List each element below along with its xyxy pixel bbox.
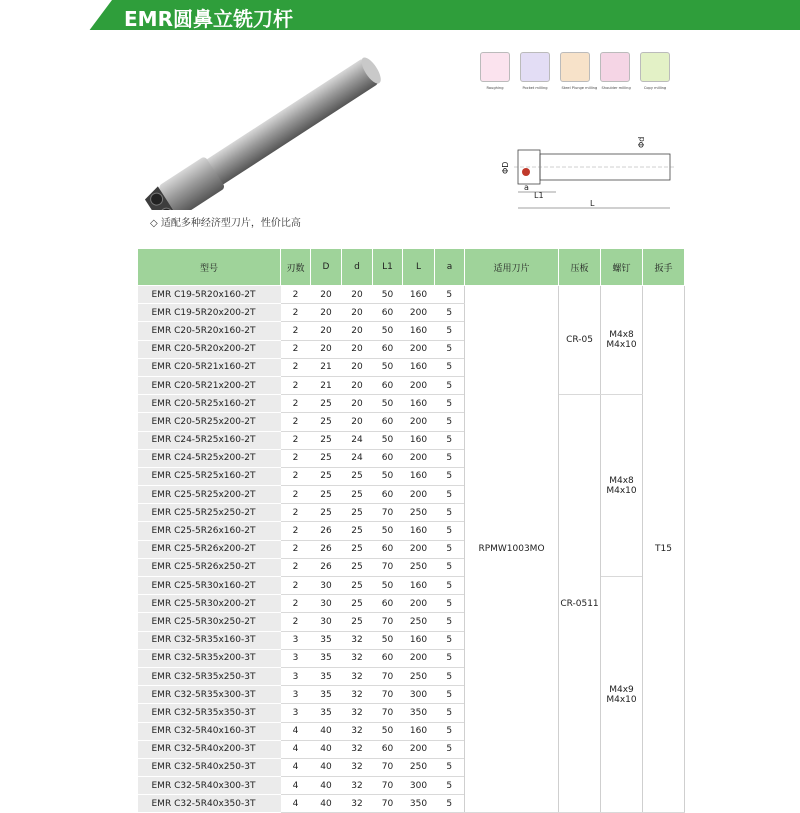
- spec-cell: 4: [281, 740, 311, 758]
- spec-cell: 40: [311, 740, 342, 758]
- model-cell: EMR C32-5R35x160-3T: [138, 631, 281, 649]
- spec-cell: 5: [435, 758, 465, 776]
- spec-cell: 25: [311, 486, 342, 504]
- spec-cell: 25: [342, 577, 373, 595]
- plunge-milling-icon: [560, 52, 598, 98]
- model-cell: EMR C32-5R35x250-3T: [138, 667, 281, 685]
- spec-cell: 60: [373, 486, 403, 504]
- model-cell: EMR C25-5R30x160-2T: [138, 577, 281, 595]
- app-caption: Copy milling: [643, 85, 667, 90]
- col-header-insert: 适用刀片: [465, 249, 559, 286]
- spec-cell: 5: [435, 340, 465, 358]
- dim-label-d: Φd: [637, 136, 646, 148]
- spec-cell: 160: [403, 522, 435, 540]
- model-cell: EMR C32-5R40x200-3T: [138, 740, 281, 758]
- dimension-drawing: [490, 118, 690, 218]
- spec-cell: 160: [403, 322, 435, 340]
- spec-cell: 60: [373, 740, 403, 758]
- spec-cell: 35: [311, 631, 342, 649]
- col-header-L: L: [403, 249, 435, 286]
- spec-cell: 70: [373, 758, 403, 776]
- spec-cell: 25: [342, 467, 373, 485]
- spec-cell: 5: [435, 395, 465, 413]
- spec-cell: 5: [435, 467, 465, 485]
- spec-cell: 26: [311, 558, 342, 576]
- spec-cell: 200: [403, 486, 435, 504]
- spec-cell: 50: [373, 722, 403, 740]
- spec-cell: 32: [342, 667, 373, 685]
- model-cell: EMR C20-5R21x200-2T: [138, 376, 281, 394]
- spec-table: [137, 248, 685, 813]
- spec-cell: 160: [403, 358, 435, 376]
- spec-cell: 25: [342, 558, 373, 576]
- spec-cell: 200: [403, 376, 435, 394]
- spec-cell: 35: [311, 686, 342, 704]
- col-header-a: a: [435, 249, 465, 286]
- spec-cell: 40: [311, 777, 342, 795]
- spec-cell: 3: [281, 631, 311, 649]
- spec-cell: 5: [435, 740, 465, 758]
- model-cell: EMR C32-5R40x300-3T: [138, 777, 281, 795]
- spec-cell: 2: [281, 322, 311, 340]
- spec-cell: 25: [311, 449, 342, 467]
- model-cell: EMR C25-5R30x250-2T: [138, 613, 281, 631]
- spec-cell: 2: [281, 558, 311, 576]
- spec-cell: 5: [435, 504, 465, 522]
- col-header-model: 型号: [138, 249, 281, 286]
- spec-cell: 25: [311, 413, 342, 431]
- spec-cell: 5: [435, 449, 465, 467]
- spec-cell: 2: [281, 431, 311, 449]
- model-cell: EMR C32-5R35x200-3T: [138, 649, 281, 667]
- spec-cell: 160: [403, 431, 435, 449]
- spec-cell: 50: [373, 522, 403, 540]
- spec-cell: 32: [342, 704, 373, 722]
- col-header-L1: L1: [373, 249, 403, 286]
- spec-cell: 25: [311, 467, 342, 485]
- spec-cell: 60: [373, 649, 403, 667]
- spec-cell: 5: [435, 631, 465, 649]
- insert-cell: RPMW1003MO: [465, 286, 559, 813]
- spec-cell: 5: [435, 376, 465, 394]
- model-cell: EMR C25-5R26x200-2T: [138, 540, 281, 558]
- spec-cell: 5: [435, 540, 465, 558]
- model-cell: EMR C20-5R25x160-2T: [138, 395, 281, 413]
- spec-cell: 70: [373, 795, 403, 813]
- spec-cell: 5: [435, 286, 465, 304]
- feature-note: ◇ 适配多种经济型刀片，性价比高: [150, 218, 301, 229]
- spec-cell: 60: [373, 449, 403, 467]
- spec-cell: 21: [311, 358, 342, 376]
- spec-cell: 20: [342, 322, 373, 340]
- spec-cell: 50: [373, 322, 403, 340]
- spec-cell: 160: [403, 286, 435, 304]
- spec-cell: 50: [373, 431, 403, 449]
- spec-cell: 32: [342, 740, 373, 758]
- spec-cell: 50: [373, 577, 403, 595]
- spec-cell: 24: [342, 431, 373, 449]
- spec-cell: 5: [435, 304, 465, 322]
- spec-cell: 50: [373, 631, 403, 649]
- spec-cell: 5: [435, 795, 465, 813]
- spec-cell: 2: [281, 540, 311, 558]
- spec-cell: 2: [281, 504, 311, 522]
- screw-cell: M4x9 M4x10: [601, 577, 643, 813]
- spec-cell: 25: [342, 522, 373, 540]
- model-cell: EMR C25-5R26x250-2T: [138, 558, 281, 576]
- wrench-cell: T15: [643, 286, 685, 813]
- spec-cell: 25: [342, 595, 373, 613]
- spec-cell: 5: [435, 722, 465, 740]
- model-cell: EMR C25-5R25x200-2T: [138, 486, 281, 504]
- model-cell: EMR C24-5R25x160-2T: [138, 431, 281, 449]
- spec-cell: 60: [373, 304, 403, 322]
- spec-cell: 5: [435, 558, 465, 576]
- model-cell: EMR C32-5R40x160-3T: [138, 722, 281, 740]
- spec-cell: 5: [435, 358, 465, 376]
- spec-cell: 3: [281, 649, 311, 667]
- spec-cell: 2: [281, 340, 311, 358]
- spec-cell: 21: [311, 376, 342, 394]
- spec-cell: 2: [281, 358, 311, 376]
- col-header-flutes: 刃数: [281, 249, 311, 286]
- app-caption: Steel Plunge milling: [561, 85, 598, 90]
- spec-cell: 5: [435, 704, 465, 722]
- spec-cell: 70: [373, 686, 403, 704]
- spec-cell: 350: [403, 704, 435, 722]
- table-header-row: [138, 249, 685, 286]
- spec-cell: 70: [373, 613, 403, 631]
- spec-cell: 60: [373, 340, 403, 358]
- title-bar: [0, 0, 800, 30]
- model-cell: EMR C25-5R25x250-2T: [138, 504, 281, 522]
- spec-cell: 5: [435, 686, 465, 704]
- spec-cell: 5: [435, 777, 465, 795]
- spec-cell: 32: [342, 686, 373, 704]
- spec-cell: 70: [373, 704, 403, 722]
- spec-cell: 50: [373, 358, 403, 376]
- spec-cell: 25: [342, 613, 373, 631]
- spec-cell: 5: [435, 486, 465, 504]
- spec-cell: 26: [311, 522, 342, 540]
- spec-cell: 20: [342, 286, 373, 304]
- spec-cell: 20: [311, 286, 342, 304]
- model-cell: EMR C25-5R25x160-2T: [138, 467, 281, 485]
- spec-cell: 2: [281, 486, 311, 504]
- spec-cell: 250: [403, 613, 435, 631]
- title-bar-notch: [0, 0, 112, 30]
- spec-cell: 200: [403, 449, 435, 467]
- spec-cell: 70: [373, 667, 403, 685]
- spec-cell: 40: [311, 722, 342, 740]
- spec-cell: 40: [311, 795, 342, 813]
- spec-cell: 60: [373, 376, 403, 394]
- spec-cell: 3: [281, 667, 311, 685]
- spec-cell: 5: [435, 431, 465, 449]
- spec-cell: 4: [281, 777, 311, 795]
- spec-cell: 25: [342, 540, 373, 558]
- spec-cell: 20: [342, 358, 373, 376]
- spec-cell: 300: [403, 777, 435, 795]
- model-cell: EMR C32-5R40x350-3T: [138, 795, 281, 813]
- spec-cell: 30: [311, 577, 342, 595]
- shoulder-milling-icon: [600, 52, 630, 98]
- application-icons: [480, 52, 680, 98]
- spec-cell: 20: [342, 304, 373, 322]
- model-cell: EMR C32-5R35x350-3T: [138, 704, 281, 722]
- spec-cell: 20: [342, 395, 373, 413]
- spec-cell: 5: [435, 649, 465, 667]
- spec-cell: 30: [311, 613, 342, 631]
- spec-cell: 200: [403, 649, 435, 667]
- spec-cell: 200: [403, 540, 435, 558]
- spec-cell: 2: [281, 522, 311, 540]
- model-cell: EMR C20-5R21x160-2T: [138, 358, 281, 376]
- spec-cell: 5: [435, 522, 465, 540]
- page-title: EMR圆鼻立铣刀杆: [124, 7, 293, 31]
- spec-cell: 25: [342, 504, 373, 522]
- spec-cell: 70: [373, 504, 403, 522]
- spec-cell: 200: [403, 595, 435, 613]
- spec-cell: 350: [403, 795, 435, 813]
- model-cell: EMR C20-5R25x200-2T: [138, 413, 281, 431]
- table-body: [138, 286, 685, 813]
- spec-cell: 2: [281, 286, 311, 304]
- app-caption: Roughing: [486, 85, 504, 90]
- spec-cell: 25: [311, 431, 342, 449]
- spec-cell: 3: [281, 686, 311, 704]
- spec-cell: 2: [281, 467, 311, 485]
- spec-cell: 24: [342, 449, 373, 467]
- spec-cell: 5: [435, 322, 465, 340]
- model-cell: EMR C32-5R40x250-3T: [138, 758, 281, 776]
- model-cell: EMR C25-5R30x200-2T: [138, 595, 281, 613]
- screw-cell: M4x8 M4x10: [601, 395, 643, 577]
- spec-cell: 20: [342, 413, 373, 431]
- model-cell: EMR C24-5R25x200-2T: [138, 449, 281, 467]
- spec-cell: 20: [342, 376, 373, 394]
- model-cell: EMR C19-5R20x160-2T: [138, 286, 281, 304]
- spec-cell: 5: [435, 577, 465, 595]
- spec-cell: 25: [342, 486, 373, 504]
- screw-cell: M4x8 M4x10: [601, 286, 643, 395]
- spec-cell: 70: [373, 558, 403, 576]
- spec-cell: 20: [342, 340, 373, 358]
- spec-cell: 60: [373, 540, 403, 558]
- app-caption: Pocket milling: [522, 85, 548, 90]
- dim-label-a: a: [524, 183, 529, 192]
- spec-cell: 26: [311, 540, 342, 558]
- table-row: [138, 577, 685, 595]
- product-image: [120, 55, 420, 210]
- spec-cell: 2: [281, 449, 311, 467]
- spec-cell: 32: [342, 777, 373, 795]
- spec-cell: 5: [435, 667, 465, 685]
- pocket-milling-icon: [520, 52, 550, 98]
- spec-cell: 2: [281, 304, 311, 322]
- spec-cell: 250: [403, 504, 435, 522]
- spec-cell: 50: [373, 286, 403, 304]
- spec-cell: 20: [311, 340, 342, 358]
- spec-cell: 32: [342, 795, 373, 813]
- spec-cell: 2: [281, 577, 311, 595]
- spec-cell: 2: [281, 395, 311, 413]
- spec-cell: 200: [403, 340, 435, 358]
- app-caption: Shoulder milling: [601, 85, 631, 90]
- spec-cell: 2: [281, 376, 311, 394]
- spec-cell: 60: [373, 595, 403, 613]
- model-cell: EMR C20-5R20x160-2T: [138, 322, 281, 340]
- table-row: [138, 395, 685, 413]
- spec-cell: 32: [342, 758, 373, 776]
- model-cell: EMR C19-5R20x200-2T: [138, 304, 281, 322]
- roughing-icon: [480, 52, 510, 98]
- spec-cell: 2: [281, 613, 311, 631]
- col-header-screw: 螺钉: [601, 249, 643, 286]
- spec-cell: 20: [311, 322, 342, 340]
- model-cell: EMR C20-5R20x200-2T: [138, 340, 281, 358]
- spec-cell: 4: [281, 758, 311, 776]
- col-header-D: D: [311, 249, 342, 286]
- spec-cell: 30: [311, 595, 342, 613]
- model-cell: EMR C32-5R35x300-3T: [138, 686, 281, 704]
- clamp-cell: CR-0511: [559, 395, 601, 813]
- spec-cell: 250: [403, 558, 435, 576]
- spec-cell: 50: [373, 395, 403, 413]
- spec-cell: 32: [342, 631, 373, 649]
- spec-cell: 160: [403, 467, 435, 485]
- spec-cell: 160: [403, 395, 435, 413]
- spec-cell: 4: [281, 795, 311, 813]
- dim-label-L: L: [590, 199, 595, 208]
- spec-cell: 200: [403, 304, 435, 322]
- spec-cell: 25: [311, 395, 342, 413]
- spec-cell: 2: [281, 413, 311, 431]
- spec-cell: 40: [311, 758, 342, 776]
- clamp-cell: CR-05: [559, 286, 601, 395]
- spec-cell: 70: [373, 777, 403, 795]
- dim-label-L1: L1: [534, 191, 544, 200]
- col-header-wrench: 扳手: [643, 249, 685, 286]
- table-row: [138, 286, 685, 304]
- spec-cell: 200: [403, 740, 435, 758]
- col-header-clamp: 压板: [559, 249, 601, 286]
- spec-cell: 35: [311, 704, 342, 722]
- spec-cell: 50: [373, 467, 403, 485]
- spec-cell: 3: [281, 704, 311, 722]
- spec-cell: 5: [435, 413, 465, 431]
- copy-milling-icon: [640, 52, 670, 98]
- dim-label-D: ΦD: [501, 161, 510, 174]
- spec-cell: 160: [403, 631, 435, 649]
- spec-cell: 32: [342, 649, 373, 667]
- model-cell: EMR C25-5R26x160-2T: [138, 522, 281, 540]
- spec-cell: 300: [403, 686, 435, 704]
- spec-cell: 35: [311, 667, 342, 685]
- spec-cell: 60: [373, 413, 403, 431]
- spec-cell: 250: [403, 667, 435, 685]
- spec-cell: 4: [281, 722, 311, 740]
- col-header-d: d: [342, 249, 373, 286]
- spec-cell: 160: [403, 722, 435, 740]
- spec-cell: 32: [342, 722, 373, 740]
- spec-cell: 35: [311, 649, 342, 667]
- spec-cell: 200: [403, 413, 435, 431]
- spec-cell: 5: [435, 595, 465, 613]
- spec-cell: 250: [403, 758, 435, 776]
- spec-cell: 160: [403, 577, 435, 595]
- spec-cell: 5: [435, 613, 465, 631]
- spec-cell: 20: [311, 304, 342, 322]
- spec-cell: 2: [281, 595, 311, 613]
- spec-cell: 25: [311, 504, 342, 522]
